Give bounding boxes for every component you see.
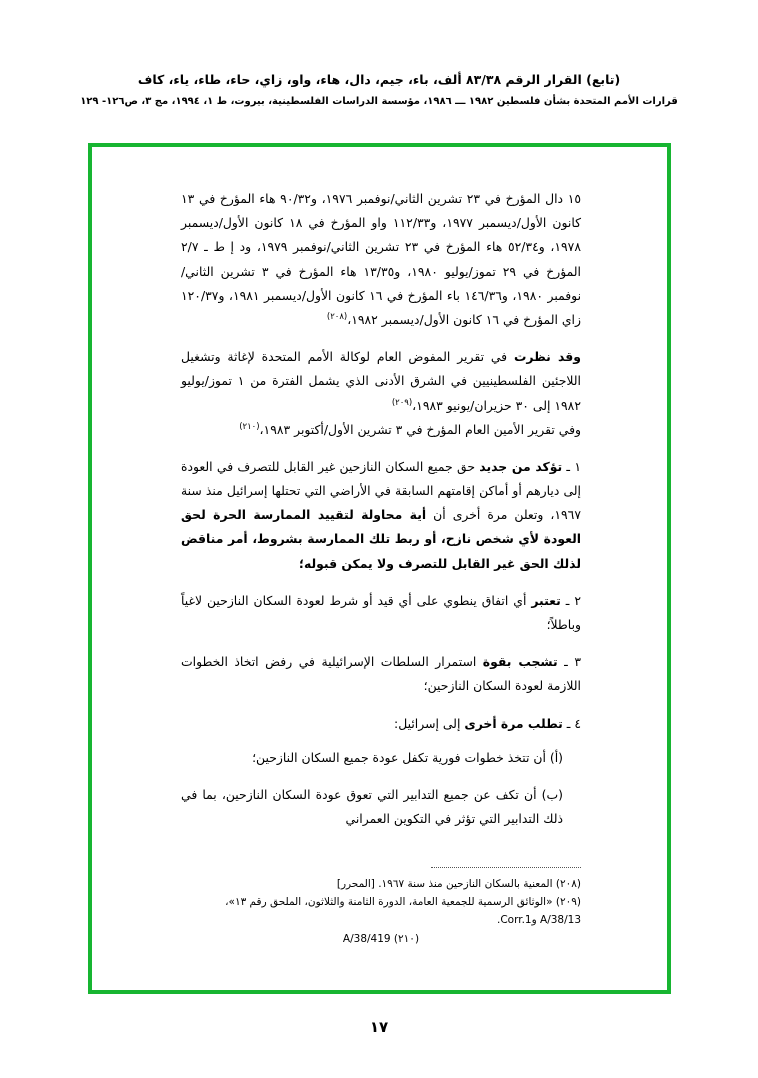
clause-number: ٤ ـ — [566, 715, 581, 731]
green-border-frame — [88, 143, 671, 994]
page-number: ١٧ — [369, 1018, 389, 1036]
document-body — [181, 187, 581, 831]
clause-text: استمرار السلطات الإسرائيلية في رفض اتخاذ الخطوات اللازمة لعودة السكان النازحين؛ — [181, 654, 581, 694]
footnote-ref-210: (٢١٠) — [239, 421, 260, 432]
clause-text: حق جميع السكان النازحين غير القابل للتصرف في العودة إلى ديارهم أو أماكن إقامتهم السابقة في الأراضي التي تحتلها إسرائيل منذ سنة ١٩٦٧، وتعلن مرة أخرى أن — [181, 458, 581, 523]
clause-3 — [181, 650, 581, 698]
header-title: (تابع) القرار الرقم ٨٣/٣٨ ألف، باء، جيم، دال، هاء، واو، زاي، حاء، طاء، ياء، كاف — [137, 72, 621, 87]
lead-phrase-bold: وقد نظرت — [513, 349, 581, 365]
clause-number: ٣ ـ — [564, 654, 581, 670]
clause-4 — [181, 712, 581, 736]
clause-number: ٢ ـ — [565, 592, 581, 608]
footnote-separator-rule — [431, 867, 581, 868]
clause-2 — [181, 589, 581, 637]
footnote-210: (٢١٠) A/38/419 — [342, 932, 420, 945]
paragraph-sg-report — [181, 418, 581, 442]
footnote-209: (٢٠٩) «الوثائق الرسمية للجمعية العامة، الدورة الثامنة والثلاثون، الملحق رقم ١٣»، A/38/13 وCorr.1. — [225, 895, 581, 927]
page-header — [0, 70, 758, 111]
clause-text: أي اتفاق ينطوي على أي قيد أو شرط لعودة السكان النازحين لاغياً وباطلاً؛ — [181, 592, 581, 632]
spacer — [181, 736, 581, 746]
clause-4-sub-b: (ب) أن تكف عن جميع التدابير التي تعوق عودة السكان النازحين، بما في ذلك التدابير التي تؤثر في التكوين العمراني — [181, 786, 563, 827]
paragraph-text: ١٥ دال المؤرخ في ٢٣ تشرين الثاني/نوفمبر ١٩٧٦، و٩٠/٣٢ هاء المؤرخ في ١٣ كانون الأول/ديسمبر ١٩٧٧، و١١٢/٣٣ واو المؤرخ في ١٨ كانون الأول/ديسمبر ١٩٧٨، و٥٢/٣٤ هاء المؤرخ في ٢٣ تشرين الثاني/نوفمبر ١٩٧٩، ود إ ط ـ ٢/٧ المؤرخ في ٢٩ تموز/يوليو ١٩٨٠، و١٣/٣٥ هاء المؤرخ في ٣ تشرين الثاني/نوفمبر ١٩٨٠، و١٤٦/٣٦ باء المؤرخ في ١٦ كانون الأول/ديسمبر ١٩٨١، و١٢٠/٣٧ زاي المؤرخ في ١٦ كانون الأول/ديسمبر ١٩٨٢، — [181, 191, 582, 327]
paragraph-having-considered — [181, 345, 581, 418]
footnote-ref-208: (٢٠٨) — [326, 311, 348, 322]
footnote-208: (٢٠٨) المعنية بالسكان النازحين منذ سنة ١٩٦٧. [المحرر] — [336, 877, 581, 890]
clause-4-sub-a: (أ) أن تتخذ خطوات فورية تكفل عودة جميع السكان النازحين؛ — [252, 749, 563, 765]
clause-lead-bold: تطلب مرة أخرى — [464, 715, 563, 731]
footnotes-block — [181, 867, 581, 949]
clause-lead-bold: تشجب بقوة — [482, 654, 558, 670]
paragraph-text: في تقرير المفوض العام لوكالة الأمم المتحدة لإغاثة وتشغيل اللاجئين الفلسطينيين في الشرق الأدنى الذي يشمل الفترة من ١ تموز/يوليو ١٩٨٢ إلى ٣٠ حزيران/يونيو ١٩٨٣، — [181, 349, 581, 413]
footnote-ref-209: (٢٠٩) — [391, 397, 413, 408]
clause-text-bold: أية محاولة لتقييد الممارسة الحرة لحق العودة لأي شخص نازح، أو ربط تلك الممارسة بشروط، أمر مناقض لذلك الحق غير القابل للتصرف ولا يمكن قبوله؛ — [181, 507, 581, 571]
clause-lead-bold: تؤكد من جديد — [479, 458, 563, 474]
clause-number: ١ ـ — [566, 458, 581, 474]
paragraph-text: وفي تقرير الأمين العام المؤرخ في ٣ تشرين الأول/أكتوبر ١٩٨٣، — [259, 421, 581, 437]
clause-lead-bold: تعتبر — [531, 592, 561, 608]
clause-text: إلى إسرائيل: — [394, 715, 461, 731]
paragraph-resolutions-list — [181, 187, 581, 332]
header-source: قرارات الأمم المتحدة بشأن فلسطين ١٩٨٢ ـــ ١٩٨٦، مؤسسة الدراسات الفلسطينية، بيروت، ط ١، ١٩٩٤، مج ٣، ص١٢٦- ١٢٩ — [80, 96, 678, 107]
clause-1 — [181, 455, 581, 576]
